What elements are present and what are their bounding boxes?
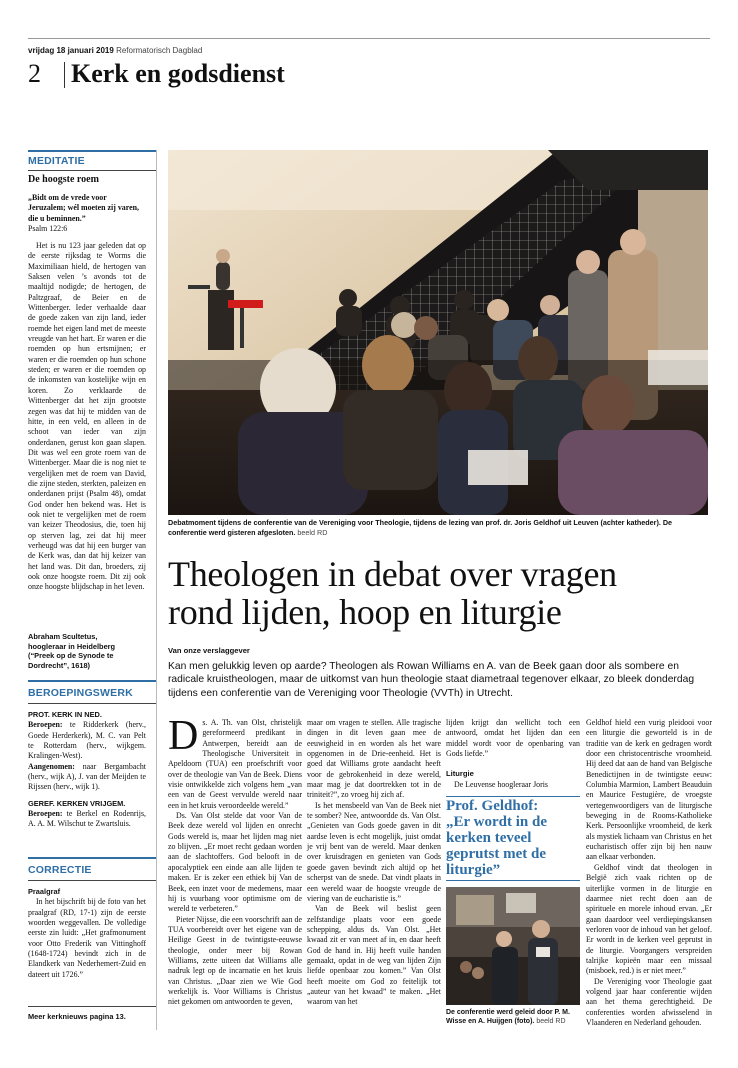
beroep-line: Beroepen: te Ridderkerk (herv., Goede Herderkerk), M. C. van Pelt te Rotterdam (herv., wijkgem. Kralingen-West). [28,720,146,761]
meditatie-quote: „Bidt om de vrede voor Jeruzalem; wél moeten zij varen, die u beminnen.” [28,193,139,223]
article-column-1 [168,713,302,1008]
pull-quote-line: geprutst met de [446,846,546,862]
article-lead: Kan men gelukkig leven op aarde? Theologen als Rowan Williams en A. van de Beek gaan door als sombere en radicale kruistheologen, maar de uitkomst van hun theologie staat diametraal tegenover elkaar, zo bleek donderdag tijdens een conferentie van de Vereniging voor Theologie (VVTh) in Utrecht. [168,661,695,699]
meditatie-thin-rule [28,170,156,171]
correctie-thin-rule [28,880,156,881]
article-paragraph: Is het mensbeeld van Van de Beek niet te somber? Nee, antwoordde ds. Van Olst. „Genieten van Gods goede gaven in dit aardse leven is echt mogelijk, juist omdat je vrij bent van de wereld. Maar denken over kruisdragen en genieten van Gods goede gaven bevindt zich altijd op het scherpst van de snede. Dat vindt plaats in een wereld waar de hoogste vreugde de viering van de eucharistie is.” [307,800,441,903]
correctie-rule [28,857,156,859]
article-column-3 [446,718,580,790]
sidebar-divider [156,150,157,1030]
pull-quote [446,798,580,878]
pull-quote-bottom-rule [446,880,580,881]
article-paragraph: Pieter Nijsse, die een voorschrift aan de TUA voorbereidt over het eigene van de Heilige Geest in de twintigste-eeuwse theologie, onder meer bij Rowan Williams, zette uiteen dat Williams alle nadruk legt op de incarnatie en het kruis van Christus. „Daar zien we Wie God werkelijk is. Voor Williams is Christus niet gekomen om antwoorden te geven, [168,914,302,1007]
headline-line-2: rond lijden, hoop en liturgie [168,592,562,632]
author-name: Abraham Scultetus, [28,632,98,641]
moderators-photo-illustration [446,887,580,1005]
header-divider [64,62,65,88]
article-paragraph: Ds. Van Olst stelde dat voor Van de Beek deze wereld vol lijden en onrecht Gods wereld is, maar het lijden mag niet zo blijven. „Er moet recht gedaan worden aan de slachtoffers. God belooft in de apocalyptiek een einde aan alle lijden te maken. Er is zeker een ethiek bij Van de Beek, een inzet voor de medemens, maar hij is vuurbang voor optimisme om de wereld te verbeteren.” [168,811,302,914]
article-paragraph: Geldhof vindt dat theologen in België zich vaak richten op de uiterlijke vormen in de liturgie en daarmee niet recht doen aan de spirituele en morele inhoud ervan. „Er gaan daardoor veel verdiepingskansen verloren voor de inhoud van het geloof. Er wordt in de kerken veel geprutst in de liturgie. Voorgangers verspreiden talrijke kopieën maar een missaal (misboek, red.) is er niet meer.” [586,862,712,976]
article-paragraph: Geldhof hield een vurig pleidooi voor een liturgie die geworteld is in de traditie van de kerk en gedragen wordt door een christocentrische vroomheid. Hij deed dat aan de hand van Belgische Benedictijnen in de twintigste eeuw: Columbia Marmion, Lambert Beauduin en Maurice Festugière, de vroegste vertegenwoordigers van de liturgische beweging in de Rooms-Katholieke Kerk. Persoonlijke vroomheid, de kerk als mystiek lichaam van Christus en het eucharistisch offer zijn bij hen nauw aan elkaar verbonden. [586,718,712,862]
article-paragraph: s. A. Th. van Olst, christelijk gereformeerd predikant in Antwerpen, bereidt aan de Theologische Universiteit in Apeldoorn (TUA) een proefschrift voor over de theologie van Van de Beek. Diens visie ontwikkelde zich volgens hem „van een van de Geest vervulde wereld naar een in het kruis veroordeelde wereld.” [168,718,302,810]
beroepingswerk-body [28,710,146,830]
beroepingswerk-label: BEROEPINGSWERK [28,687,133,699]
top-rule [28,38,710,39]
beroepingswerk-thin-rule [28,703,156,704]
meditatie-author [28,632,156,670]
article-headline [168,555,713,631]
small-photo-caption [446,1008,580,1026]
photo-caption [168,518,708,537]
author-source: (“Preek op de Synode te Dordrecht”, 1618) [28,651,114,670]
meditatie-title: De hoogste roem [28,174,99,185]
pull-quote-line: Prof. Geldhof: [446,798,539,814]
pull-quote-line: kerken teveel [446,830,532,846]
pull-quote-line: liturgie” [446,862,501,878]
headline-line-1: Theologen in debat over vragen [168,554,617,594]
more-news-link[interactable]: Meer kerknieuws pagina 13. [28,1012,126,1021]
pull-quote-rule [446,796,580,797]
pull-quote-line: „Er wordt in de [446,814,547,830]
photo-caption-text: Debatmoment tijdens de conferentie van de Vereniging voor Theologie, tijdens de lezing van prof. dr. Joris Geldhof uit Leuven (achter katheder). De conferentie werd gisteren afgesloten. [168,518,673,537]
meditatie-paragraph: Het is nu 123 jaar geleden dat op de eerste rijksdag te Worms die Maximiliaan hield, de hertogen van Saksen velen ’s avonds tot de maaltijd nodigde; de hertogen, de Paltzgraaf, de Beier en de Wittenberger. Ieder verhaalde daar de goede zaken van zijn land, ieder roemde het eigen land met de meeste vreugde van het hart. Er waren er die roemden op hun ertsmijnen; er waren er die roemden op hun schone steden; er waren er die roemden op de inkomsten van kostelijke wijn en koren. Zo verklaarde de Wittenberger dat het zijn grootste zegen was dat hij te midden van de hitte, in een veld, en alleen in de schoot van ieder van zijn onderdanen, gerust kon gaan slapen. Dit was wel een grote roem van de Wittenberger. Maar die is nog niet te vergelijken met de roem van David, die zijne steden, sterkten, paleizen en onderdanen prijst (Psalm 48), omdat God onder hen bekend was. Het is ook niet te vergelijken met de roem van keizer Theodosius, die, toen hij op sterven lag, zei dat hij meer verheugd was dat hij een burger van de Kerk was, dan dat hij keizer van het land was. Dit dan, broeders, zij ook onze hoogste roem. Dit zij ook onze hoogste blijdschap in het leven. [28,241,146,592]
beroep-line: Beroepen: te Berkel en Rodenrijs, A. A. M. Wilschut te Zwartsluis. [28,809,146,829]
main-photo [168,150,708,515]
article-paragraph: De Leuvense hoogleraar Joris [454,779,548,789]
meditatie-quote-block [28,193,146,234]
correctie-bottom-rule [28,1006,156,1007]
article-paragraph: maar om vragen te stellen. Alle tragische dingen in dit leven gaan mee de eeuwigheid in en worden als het ware opgenomen in de Drie-eenheid. Het is goed dat Williams grote aandacht heeft voor de gebrokenheid in deze wereld, maar mag je dat doortrekken tot in de triniteit?”, zo vroeg hij zich af. [307,718,441,800]
kerk-heading: PROT. KERK IN NED. [28,710,102,719]
correctie-body [28,887,146,980]
page-number: 2 [28,59,41,88]
header-paper: Reformatorisch Dagblad [116,46,203,55]
beroepingswerk-rule [28,680,156,682]
article-column-2 [307,718,441,1008]
kerk-heading: GEREF. KERKEN VRIJGEM. [28,798,126,808]
header-dateline [28,46,202,55]
beroep-line: Aangenomen: naar Bergambacht (herv., wijk A), J. van der Meijden te Rijssen (herv., wijk 1). [28,761,146,792]
small-photo [446,887,580,1005]
section-title: Kerk en godsdienst [71,59,285,88]
meditatie-label: MEDITATIE [28,155,85,167]
article-paragraph: lijden krijgt dan wellicht toch een antwoord, omdat het lijden dan een middel wordt voor de openbaring van Gods liefde.” [446,718,580,759]
correctie-label: CORRECTIE [28,864,92,876]
author-role: hoogleraar in Heidelberg [28,641,116,651]
meditatie-quote-ref: Psalm 122:6 [28,224,68,234]
correctie-text: In het bijschrift bij de foto van het praalgraf (RD, 17-1) zijn de eerste woorden weggevallen. De volledige eerste zin luidt: „Het grafmonument voor Otto Frederik van Vittinghoff (1648-1724) bevindt zich in de Elandkerk van Nederhemert-Zuid en dateert uit 1726.” [28,897,146,979]
photo-credit: beeld RD [297,527,328,537]
article-byline: Van onze verslaggever [168,646,250,655]
article-column-4 [586,718,712,1028]
small-photo-caption-text: De conferentie werd geleid door P. M. Wisse en A. Huijgen (foto). [446,1009,570,1025]
article-paragraph: Van de Beek wil beslist geen zelfstandige plaats voor een goede schepping, aldus ds. Van Olst. „Het kwaad zit er van meet af in, en daar heeft God de hand in. Hij heeft vuile handen gemaakt, opdat in de weg van lijden Zijn liefde openbaar zou komen.” Van Olst heeft moeite om God zo feitelijk tot „auteur van het kwaad” te maken. „Het waarom van het [307,904,441,1007]
header-date: vrijdag 18 januari 2019 [28,46,114,55]
small-photo-credit: beeld RD [536,1018,566,1025]
meditatie-body [28,241,146,593]
article-paragraph: De Vereniging voor Theologie gaat volgend jaar haar conferentie wijden aan het thema gerechtigheid. De conferenties worden afwisselend in Vlaanderen en Nederland gehouden. [586,976,712,1027]
meditatie-rule [28,150,156,152]
dropcap: D [168,713,199,759]
correctie-subhead: Praalgraf [28,887,61,896]
conference-photo-illustration [168,150,708,515]
liturgie-subhead: Liturgie [446,769,474,779]
